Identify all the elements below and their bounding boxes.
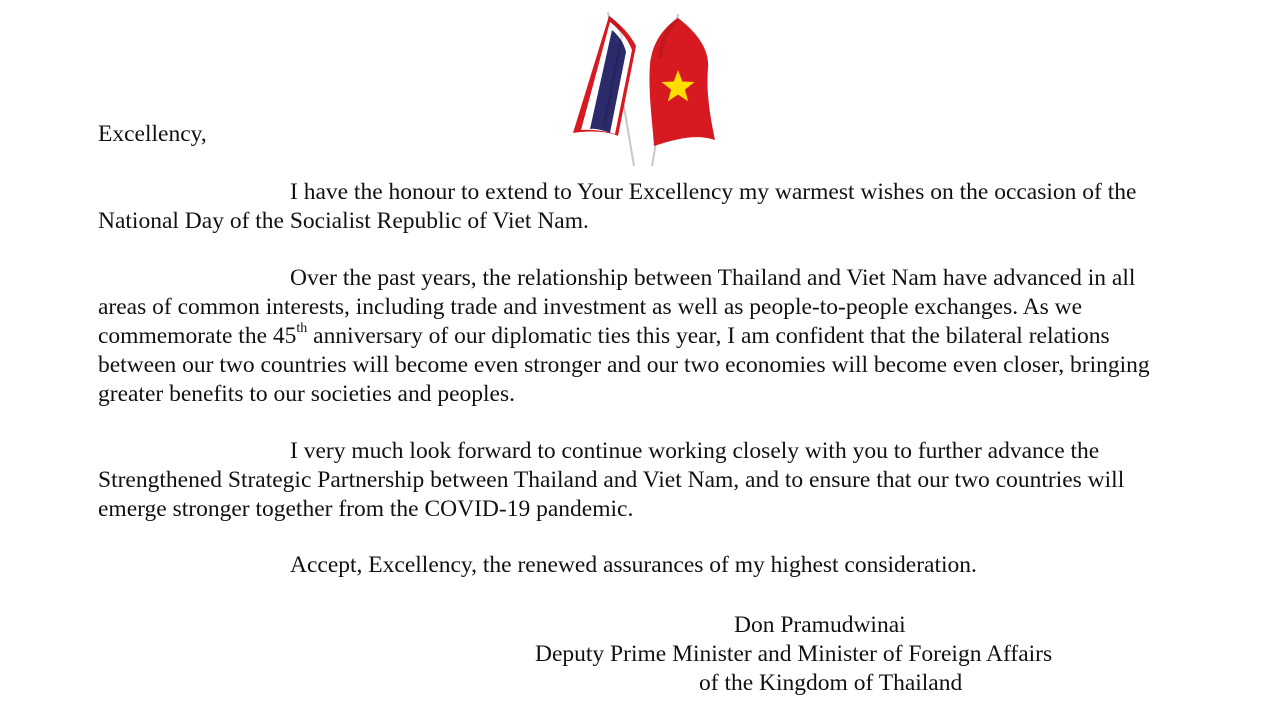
paragraph-3-text: I very much look forward to continue working closely with you to further advance the Strengthened Strategic Partnership between Thailand and Viet Nam, and to ensure that our two countries will emerge stronger together from the COVID-19 pandemic. — [98, 438, 1125, 522]
paragraph-partnership — [98, 437, 1188, 524]
signatory-title: Deputy Prime Minister and Minister of Foreign Affairs — [535, 641, 1053, 667]
paragraph-2-text-b: anniversary of our diplomatic ties this year, I am confident that the bilateral relations between our two countries will become even stronger and our two economies will become even closer, bringing greater benefits to our societies and peoples. — [98, 323, 1150, 407]
ordinal-superscript: th — [296, 321, 308, 337]
paragraph-relations — [98, 264, 1188, 409]
paragraph-2-text-a: Over the past years, the relationship between Thailand and Viet Nam have advanced in all areas of common interests, including trade and investment as well as people-to-people exchanges. As we commemorate the 45 — [98, 265, 1136, 349]
salutation: Excellency, — [98, 121, 207, 147]
signatory-name: Don Pramudwinai — [734, 612, 906, 638]
signatory-country: of the Kingdom of Thailand — [699, 670, 963, 696]
closing-text: Accept, Excellency, the renewed assurances of my highest consideration. — [290, 552, 977, 578]
closing-line — [98, 551, 1188, 580]
paragraph-1-text: I have the honour to extend to Your Excellency my warmest wishes on the occasion of the National Day of the Socialist Republic of Viet Nam. — [98, 179, 1137, 234]
paragraph-national-day — [98, 178, 1188, 236]
